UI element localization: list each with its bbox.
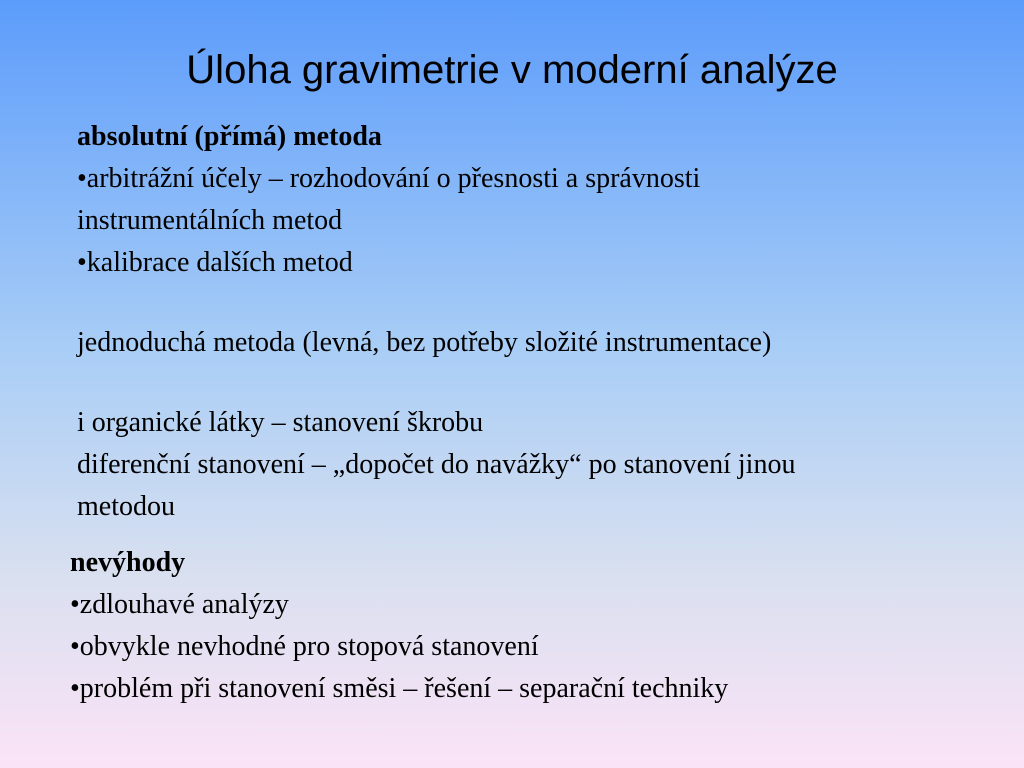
calibration-bullet: •kalibrace dalších metod [77,247,353,278]
slide-title: Úloha gravimetrie v moderní analýze [186,48,838,92]
arbitration-bullet-line1: •arbitrážní účely – rozhodování o přesnosti a správnosti [77,163,701,194]
arbitration-bullet-line2: instrumentálních metod [77,205,343,236]
organic-substances-text: i organické látky – stanovení škrobu [77,407,484,438]
paragraph-gap [77,284,795,322]
advantages-block [77,116,795,528]
paragraph-gap [77,364,795,402]
disadvantage-item: •problém při stanovení směsi – řešení – separační techniky [70,673,729,704]
differential-determination-line1: diferenční stanovení – „dopočet do navážky“ po stanovení jinou [77,449,796,480]
disadvantages-heading: nevýhody [70,547,186,578]
disadvantage-item: •zdlouhavé analýzy [70,589,289,620]
disadvantage-item: •obvykle nevhodné pro stopová stanovení [70,631,539,662]
simple-method-text: jednoduchá metoda (levná, bez potřeby složité instrumentace) [77,327,772,358]
absolute-method-heading: absolutní (přímá) metoda [77,121,382,152]
differential-determination-line2: metodou [77,491,175,522]
disadvantages-block [70,542,728,710]
